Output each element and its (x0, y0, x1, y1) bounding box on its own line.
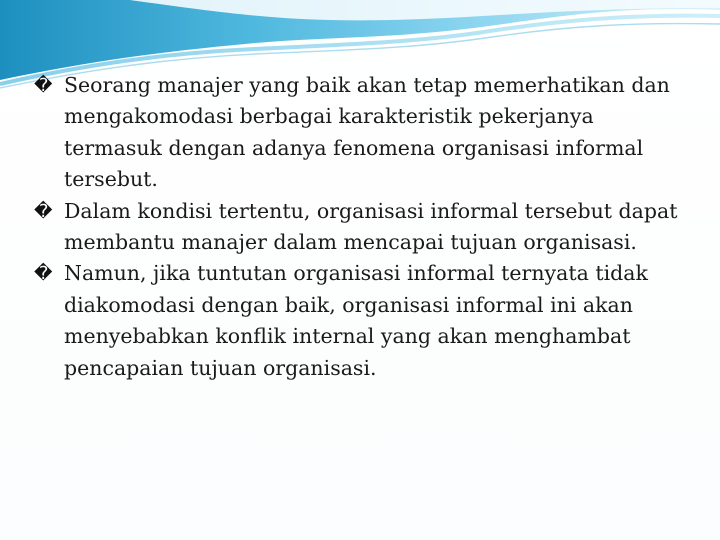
slide-content (34, 70, 684, 384)
bullet-glyph-icon: � (34, 263, 53, 285)
bullet-item (34, 70, 684, 196)
bullet-glyph-icon: � (34, 200, 53, 222)
bullet-item (34, 196, 684, 259)
bullet-text: Dalam kondisi tertentu, organisasi informal tersebut dapat membantu manajer dalam mencapai tujuan organisasi. (64, 198, 678, 255)
bullet-text: Seorang manajer yang baik akan tetap memerhatikan dan mengakomodasi berbagai karakteristik pekerjanya termasuk dengan adanya fenomena organisasi informal tersebut. (64, 73, 670, 192)
bullet-item (34, 258, 684, 384)
bullet-glyph-icon: � (34, 75, 53, 96)
bullet-text: Namun, jika tuntutan organisasi informal ternyata tidak diakomodasi dengan baik, organisasi informal ini akan menyebabkan konflik internal yang akan menghambat pencapaian tujuan organisasi. (64, 261, 648, 380)
